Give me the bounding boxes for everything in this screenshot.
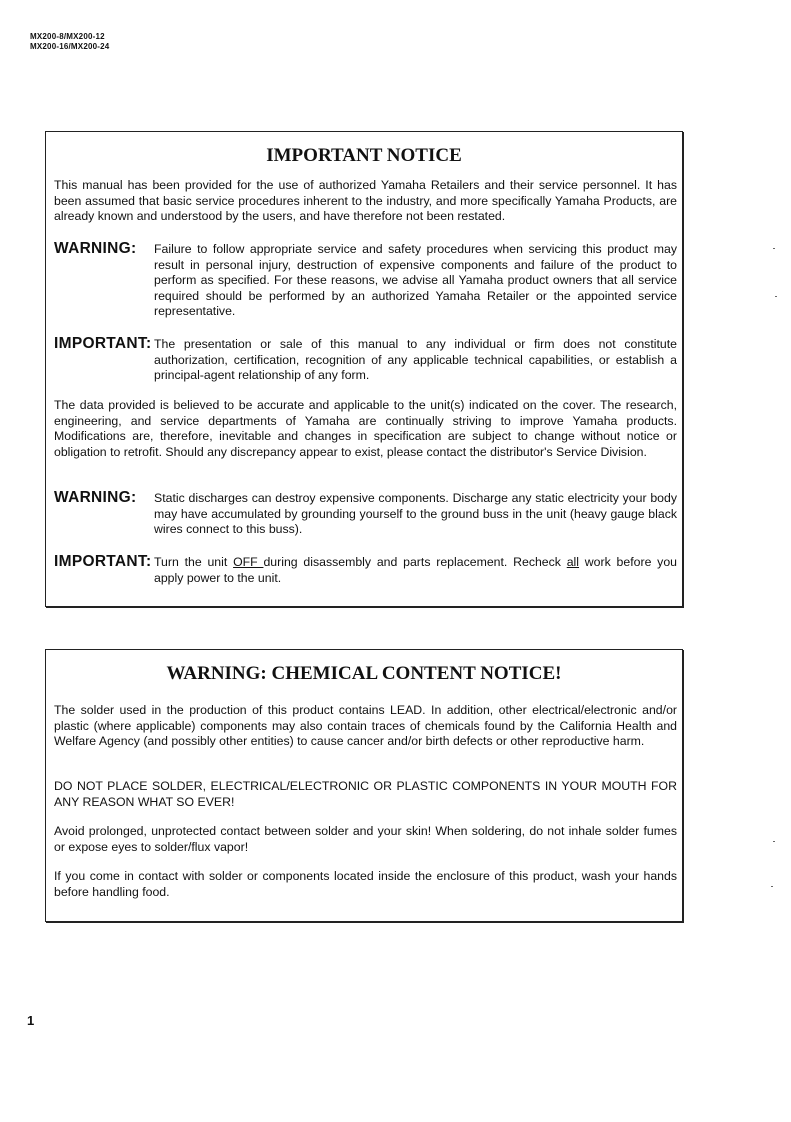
- model-codes: [30, 32, 109, 52]
- important-text: The presentation or sale of this manual to any individual or firm does not constitute authorization, certification, recognition of any applicable technical capabilities, or establish a principal-agent relationship of any form.: [154, 337, 677, 382]
- warning-label: WARNING:: [54, 489, 137, 506]
- important-notice-title: IMPORTANT NOTICE: [266, 145, 462, 166]
- scan-speck: [773, 248, 775, 249]
- model-line-2: MX200-16/MX200-24: [30, 42, 110, 51]
- chemical-paragraph-3: Avoid prolonged, unprotected contact between solder and your skin! When soldering, do not inhale solder fumes or expose eyes to solder/flux vapor!: [54, 824, 677, 854]
- important-entry-1: [54, 337, 677, 384]
- important-entry-2: [54, 555, 677, 586]
- chemical-paragraph-1: The solder used in the production of this product contains LEAD. In addition, other electrical/electronic and/or plastic (where applicable) components may also contain traces of chemicals found by the California Health and Welfare Agency (and possibly other entities) to cause cancer and/or birth defects or other reproductive harm.: [54, 703, 677, 748]
- scan-speck: [775, 296, 777, 297]
- warning-label: WARNING:: [54, 240, 137, 257]
- data-paragraph: The data provided is believed to be accurate and applicable to the unit(s) indicated on the cover. The research, engineering, and service departments of Yamaha are continually striving to improve Yamaha products. Modifications are, therefore, inevitable and changes in specification are subject to change without notice or obligation to retrofit. Should any discrepancy appear to exist, please contact the distributor's Service Division.: [54, 398, 677, 459]
- scan-speck: [771, 886, 773, 887]
- scan-speck: [773, 841, 775, 842]
- warning-entry-2: [54, 491, 677, 538]
- text-middle: during disassembly and parts replacement. Recheck: [263, 555, 567, 569]
- warning-text: Failure to follow appropriate service and safety procedures when servicing this product may result in personal injury, destruction of expensive components and failure of the product to perform as specified. For these reasons, we advise all Yamaha product owners that all service required should be performed by an authorized Yamaha Retailer or the appointed service representative.: [154, 242, 677, 318]
- page-number: 1: [27, 1013, 35, 1028]
- chemical-notice-box: [45, 649, 683, 922]
- warning-text: Static discharges can destroy expensive components. Discharge any static electricity your body may have accumulated by grounding yourself to the ground buss in the unit (heavy gauge black wires connect to this buss).: [154, 491, 677, 536]
- off-word: OFF: [233, 555, 264, 569]
- text-before-off: Turn the unit: [154, 555, 234, 569]
- important-label: IMPORTANT:: [54, 553, 152, 570]
- intro-paragraph: This manual has been provided for the use of authorized Yamaha Retailers and their service personnel. It has been assumed that basic service procedures inherent to the industry, and more specifically Yamaha Products, are already known and understood by the users, and have therefore not been restated.: [54, 178, 677, 223]
- all-word: all: [566, 555, 580, 569]
- important-label: IMPORTANT:: [54, 335, 152, 352]
- chemical-notice-title: WARNING: CHEMICAL CONTENT NOTICE!: [166, 663, 562, 684]
- model-line-1: MX200-8/MX200-12: [30, 32, 105, 41]
- warning-entry-1: [54, 242, 677, 320]
- important-text: [154, 555, 677, 586]
- text-after: work before you apply power to the unit.: [154, 555, 678, 585]
- chemical-paragraph-4: If you come in contact with solder or components located inside the enclosure of this product, wash your hands before handling food.: [54, 869, 677, 899]
- important-notice-box: [45, 131, 683, 607]
- chemical-paragraph-2: DO NOT PLACE SOLDER, ELECTRICAL/ELECTRONIC OR PLASTIC COMPONENTS IN YOUR MOUTH FOR ANY REASON WHAT SO EVER!: [54, 779, 677, 809]
